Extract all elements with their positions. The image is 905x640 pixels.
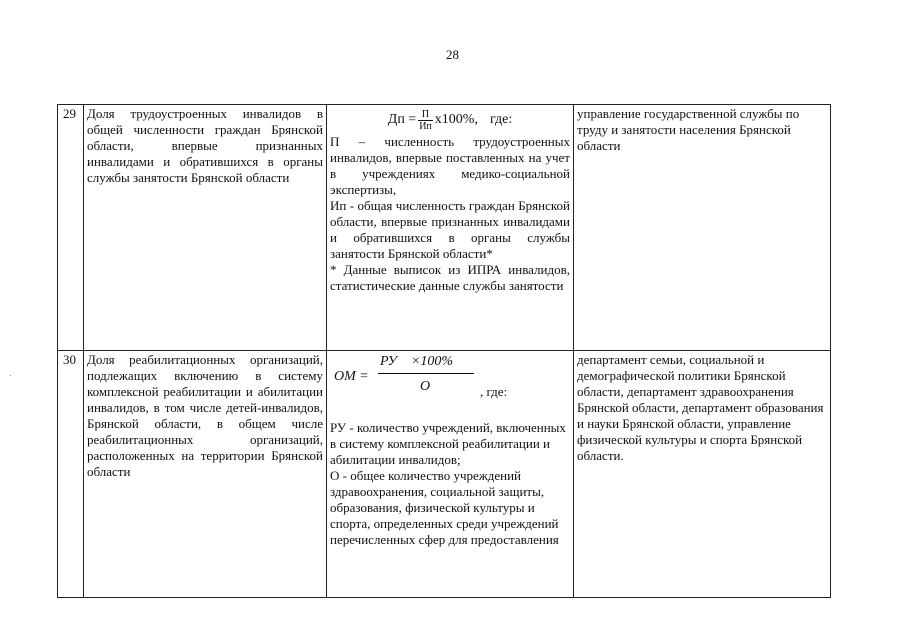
formula [330, 352, 570, 406]
table-row [58, 351, 831, 598]
formula [330, 106, 570, 134]
formula-rhs: х100%, [434, 112, 478, 127]
row-number: 30 [58, 351, 84, 598]
scan-mark [10, 375, 11, 376]
formula-where: где: [489, 112, 513, 127]
formula-numerator: П [421, 108, 430, 120]
page-number: 28 [446, 47, 459, 62]
method-line: Ип - общая численность граждан Брянской области, впервые признанных инвалидами и обратившихся в органы службы занятости Брянской области* [330, 198, 570, 261]
formula-denominator: Ип [419, 120, 432, 132]
row-number: 29 [58, 105, 84, 351]
method-line: П – численность трудоустроенных инвалидов, впервые поставленных на учет в учреждениях медико-социальной экспертизы, [330, 134, 570, 197]
method-line: О - общее количество учреждений здравоохранения, социальной защиты, образования, физической культуры и спорта, определенных среди учреждений перечисленных сфер для предоставления [330, 468, 559, 547]
formula-denominator: О [420, 379, 431, 394]
formula-fraction [418, 109, 433, 132]
formula-numerator: РУ ×100% [380, 354, 454, 369]
indicators-table [57, 104, 831, 598]
method-line: РУ - количество учреждений, включенных в систему комплексной реабилитации и абилитации инвалидов; [330, 420, 566, 467]
responsible-body: управление государственной службы по труду и занятости населения Брянской области [574, 105, 831, 351]
fraction-bar [378, 373, 474, 374]
formula-where: , где: [480, 384, 508, 399]
formula-lhs: Дп = [387, 112, 417, 127]
method-line: * Данные выписок из ИПРА инвалидов, статистические данные службы занятости [330, 262, 570, 293]
indicator-name: Доля реабилитационных организаций, подлежащих включению в систему комплексной реабилитации и абилитации инвалидов, в том числе детей-инвалидов, Брянской области, в общем числе реабилитационных организаций, расположенных на территории Брянской области [84, 351, 327, 598]
table-row [58, 105, 831, 351]
indicator-name: Доля трудоустроенных инвалидов в общей численности граждан Брянской области, впервые признанных инвалидами и обратившихся в органы службы занятости Брянской области [84, 105, 327, 351]
calculation-method [327, 105, 574, 351]
spacer [330, 406, 570, 420]
calculation-method [327, 351, 574, 598]
responsible-body: департамент семьи, социальной и демографической политики Брянской области, департамент здравоохранения Брянской области, департамент образования и науки Брянской области, управление физической культуры и спорта Брянской области. [574, 351, 831, 598]
formula-lhs: ОМ = [334, 369, 369, 384]
